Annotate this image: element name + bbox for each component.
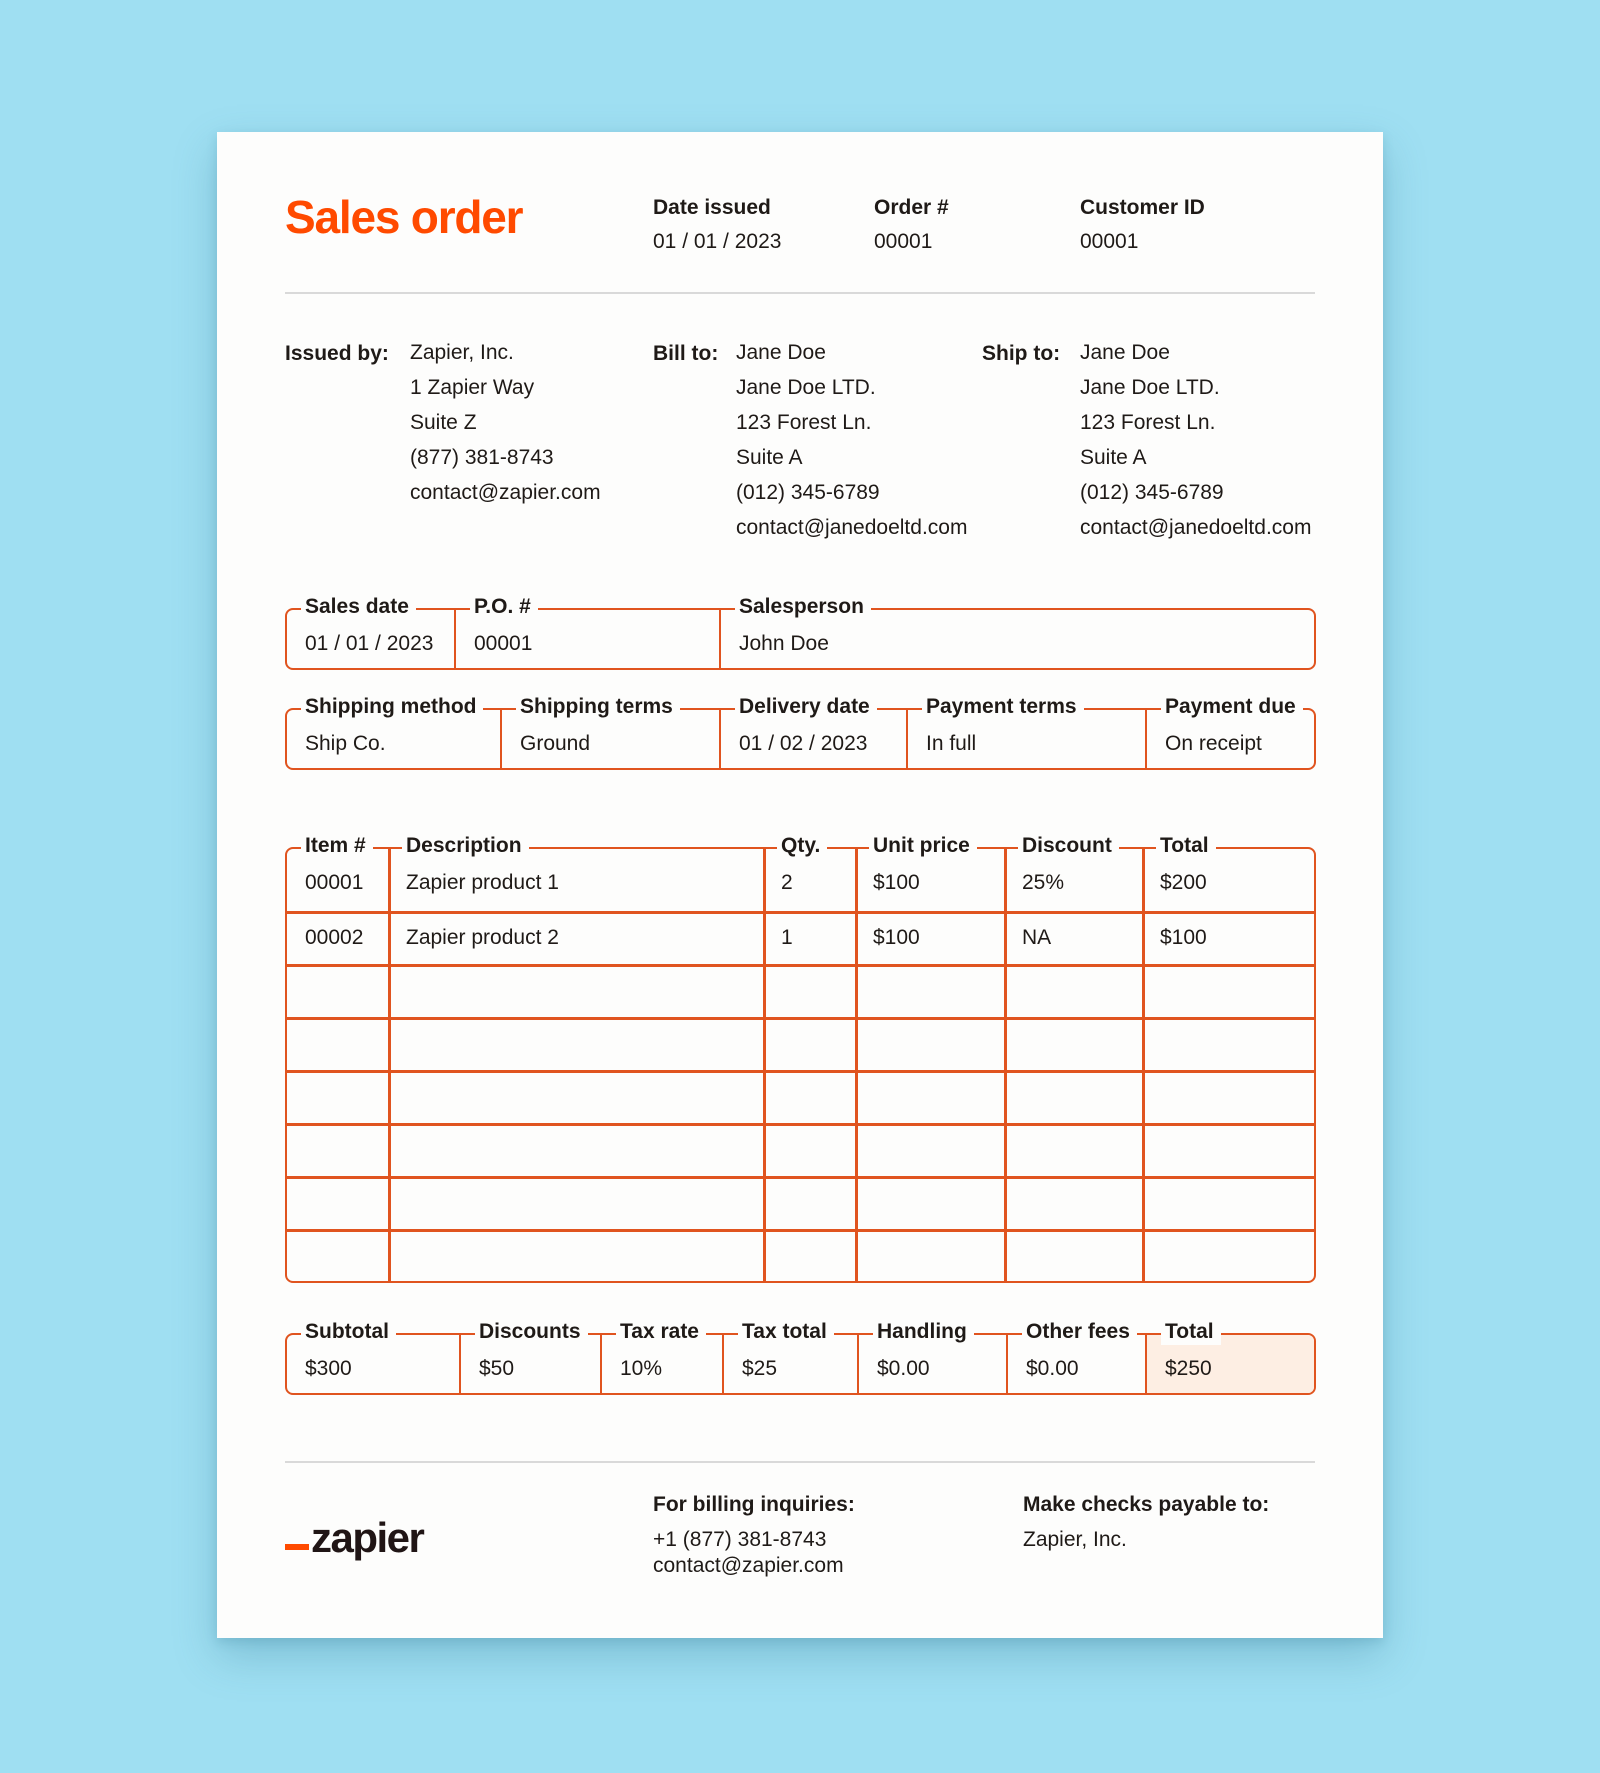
field-label: P.O. # xyxy=(470,594,538,620)
billing-phone: +1 (877) 381-8743 xyxy=(653,1528,827,1551)
address-line: Zapier, Inc. xyxy=(410,341,514,364)
row-divider xyxy=(287,1017,1314,1020)
field-label: Shipping terms xyxy=(516,694,680,720)
checks-payable xyxy=(1023,1493,1269,1553)
field-subtotal xyxy=(287,1320,459,1393)
field-value: 01 / 01 / 2023 xyxy=(305,632,434,655)
column-divider xyxy=(1004,849,1007,1281)
meta-order-number xyxy=(874,196,949,254)
column-header-unit-price: Unit price xyxy=(869,833,977,859)
address-line: Jane Doe xyxy=(736,341,826,364)
field-value: $300 xyxy=(305,1357,352,1380)
field-value: In full xyxy=(926,732,977,755)
column-divider xyxy=(763,849,766,1281)
field-sales-date xyxy=(287,595,454,668)
bill-to-label: Bill to: xyxy=(653,342,719,365)
address-line: 123 Forest Ln. xyxy=(736,411,872,434)
field-handling xyxy=(857,1320,1006,1393)
field-value: Ship Co. xyxy=(305,732,386,755)
address-line: contact@janedoeltd.com xyxy=(1080,516,1312,539)
field-label: Other fees xyxy=(1022,1319,1137,1345)
column-divider xyxy=(855,849,858,1281)
cell-discount: NA xyxy=(1022,926,1052,949)
shipping-info-group xyxy=(285,695,1316,770)
address-line: 1 Zapier Way xyxy=(410,376,535,399)
cell-item-number: 00002 xyxy=(305,926,364,949)
address-line: Jane Doe LTD. xyxy=(736,376,876,399)
column-header-qty: Qty. xyxy=(777,833,827,859)
field-label: Payment terms xyxy=(922,694,1084,720)
meta-value: 00001 xyxy=(874,230,933,253)
field-value: $25 xyxy=(742,1357,778,1380)
field-salesperson xyxy=(719,595,1314,668)
field-label: Total xyxy=(1161,1319,1221,1345)
field-label: Sales date xyxy=(301,594,416,620)
address-line: (012) 345-6789 xyxy=(736,481,880,504)
order-info-group xyxy=(285,595,1316,670)
column-header-discount: Discount xyxy=(1018,833,1119,859)
meta-label: Date issued xyxy=(653,196,771,219)
field-label: Payment due xyxy=(1161,694,1303,720)
cell-description: Zapier product 2 xyxy=(406,926,559,949)
address-line: contact@zapier.com xyxy=(410,481,601,504)
field-label: Discounts xyxy=(475,1319,588,1345)
bill-to-address xyxy=(736,335,967,545)
cell-unit-price: $100 xyxy=(873,926,920,949)
items-table xyxy=(285,834,1316,1283)
field-tax-rate xyxy=(600,1320,722,1393)
cell-discount: 25% xyxy=(1022,871,1065,894)
cell-item-number: 00001 xyxy=(305,871,364,894)
sales-order-document xyxy=(217,132,1383,1638)
field-grand-total xyxy=(1145,1320,1314,1393)
row-divider xyxy=(287,1123,1314,1126)
field-label: Tax rate xyxy=(616,1319,706,1345)
logo-underscore-icon xyxy=(285,1544,309,1550)
billing-email: contact@zapier.com xyxy=(653,1554,844,1577)
address-line: Suite Z xyxy=(410,411,477,434)
field-label: Delivery date xyxy=(735,694,877,720)
address-line: Suite A xyxy=(736,446,803,469)
address-line: 123 Forest Ln. xyxy=(1080,411,1216,434)
field-other-fees xyxy=(1006,1320,1145,1393)
row-divider xyxy=(287,1070,1314,1073)
field-discounts xyxy=(459,1320,600,1393)
field-label: Tax total xyxy=(738,1319,834,1345)
meta-value: 01 / 01 / 2023 xyxy=(653,230,782,253)
field-value: $50 xyxy=(479,1357,515,1380)
totals-group xyxy=(285,1320,1316,1395)
issued-by-address xyxy=(410,335,601,510)
column-header-item-number: Item # xyxy=(301,833,373,859)
column-divider xyxy=(388,849,391,1281)
meta-label: Order # xyxy=(874,196,949,219)
address-line: (877) 381-8743 xyxy=(410,446,554,469)
row-divider xyxy=(287,1176,1314,1179)
ship-to-label: Ship to: xyxy=(982,342,1061,365)
field-value: On receipt xyxy=(1165,732,1262,755)
field-delivery-date xyxy=(719,695,906,768)
column-header-description: Description xyxy=(402,833,529,859)
billing-label: For billing inquiries: xyxy=(653,1493,855,1516)
cell-qty: 2 xyxy=(781,871,793,894)
field-label: Subtotal xyxy=(301,1319,396,1345)
meta-label: Customer ID xyxy=(1080,196,1205,219)
row-divider xyxy=(287,964,1314,967)
checks-payee: Zapier, Inc. xyxy=(1023,1528,1127,1551)
cell-total: $100 xyxy=(1160,926,1207,949)
field-tax-total xyxy=(722,1320,857,1393)
address-line: Jane Doe LTD. xyxy=(1080,376,1220,399)
field-po-number xyxy=(454,595,719,668)
column-divider xyxy=(1142,849,1145,1281)
cell-qty: 1 xyxy=(781,926,793,949)
field-payment-due xyxy=(1145,695,1314,768)
field-value: 01 / 02 / 2023 xyxy=(739,732,868,755)
checks-label: Make checks payable to: xyxy=(1023,1493,1270,1516)
ship-to-address xyxy=(1080,335,1311,545)
page-title: Sales order xyxy=(285,191,523,243)
address-line: Jane Doe xyxy=(1080,341,1170,364)
issued-by-label: Issued by: xyxy=(285,342,389,365)
zapier-logo xyxy=(285,1514,424,1561)
field-value: Ground xyxy=(520,732,591,755)
billing-inquiries xyxy=(653,1493,855,1579)
footer-divider xyxy=(285,1461,1315,1463)
address-line: contact@janedoeltd.com xyxy=(736,516,968,539)
field-payment-terms xyxy=(906,695,1145,768)
cell-unit-price: $100 xyxy=(873,871,920,894)
field-label: Shipping method xyxy=(301,694,483,720)
field-value: 00001 xyxy=(474,632,533,655)
field-label: Salesperson xyxy=(735,594,871,620)
logo-text: zapier xyxy=(311,1514,424,1561)
address-line: Suite A xyxy=(1080,446,1147,469)
field-value: John Doe xyxy=(739,632,829,655)
cell-description: Zapier product 1 xyxy=(406,871,559,894)
meta-value: 00001 xyxy=(1080,230,1139,253)
header-divider xyxy=(285,292,1315,294)
field-value: $0.00 xyxy=(877,1357,930,1380)
field-value: 10% xyxy=(620,1357,663,1380)
address-line: (012) 345-6789 xyxy=(1080,481,1224,504)
field-value: $0.00 xyxy=(1026,1357,1079,1380)
column-header-total: Total xyxy=(1156,833,1216,859)
meta-date-issued xyxy=(653,196,781,254)
cell-total: $200 xyxy=(1160,871,1207,894)
meta-customer-id xyxy=(1080,196,1205,254)
field-label: Handling xyxy=(873,1319,974,1345)
row-divider xyxy=(287,1229,1314,1232)
field-shipping-method xyxy=(287,695,500,768)
field-value: $250 xyxy=(1165,1357,1212,1380)
field-shipping-terms xyxy=(500,695,719,768)
row-divider xyxy=(287,911,1314,914)
